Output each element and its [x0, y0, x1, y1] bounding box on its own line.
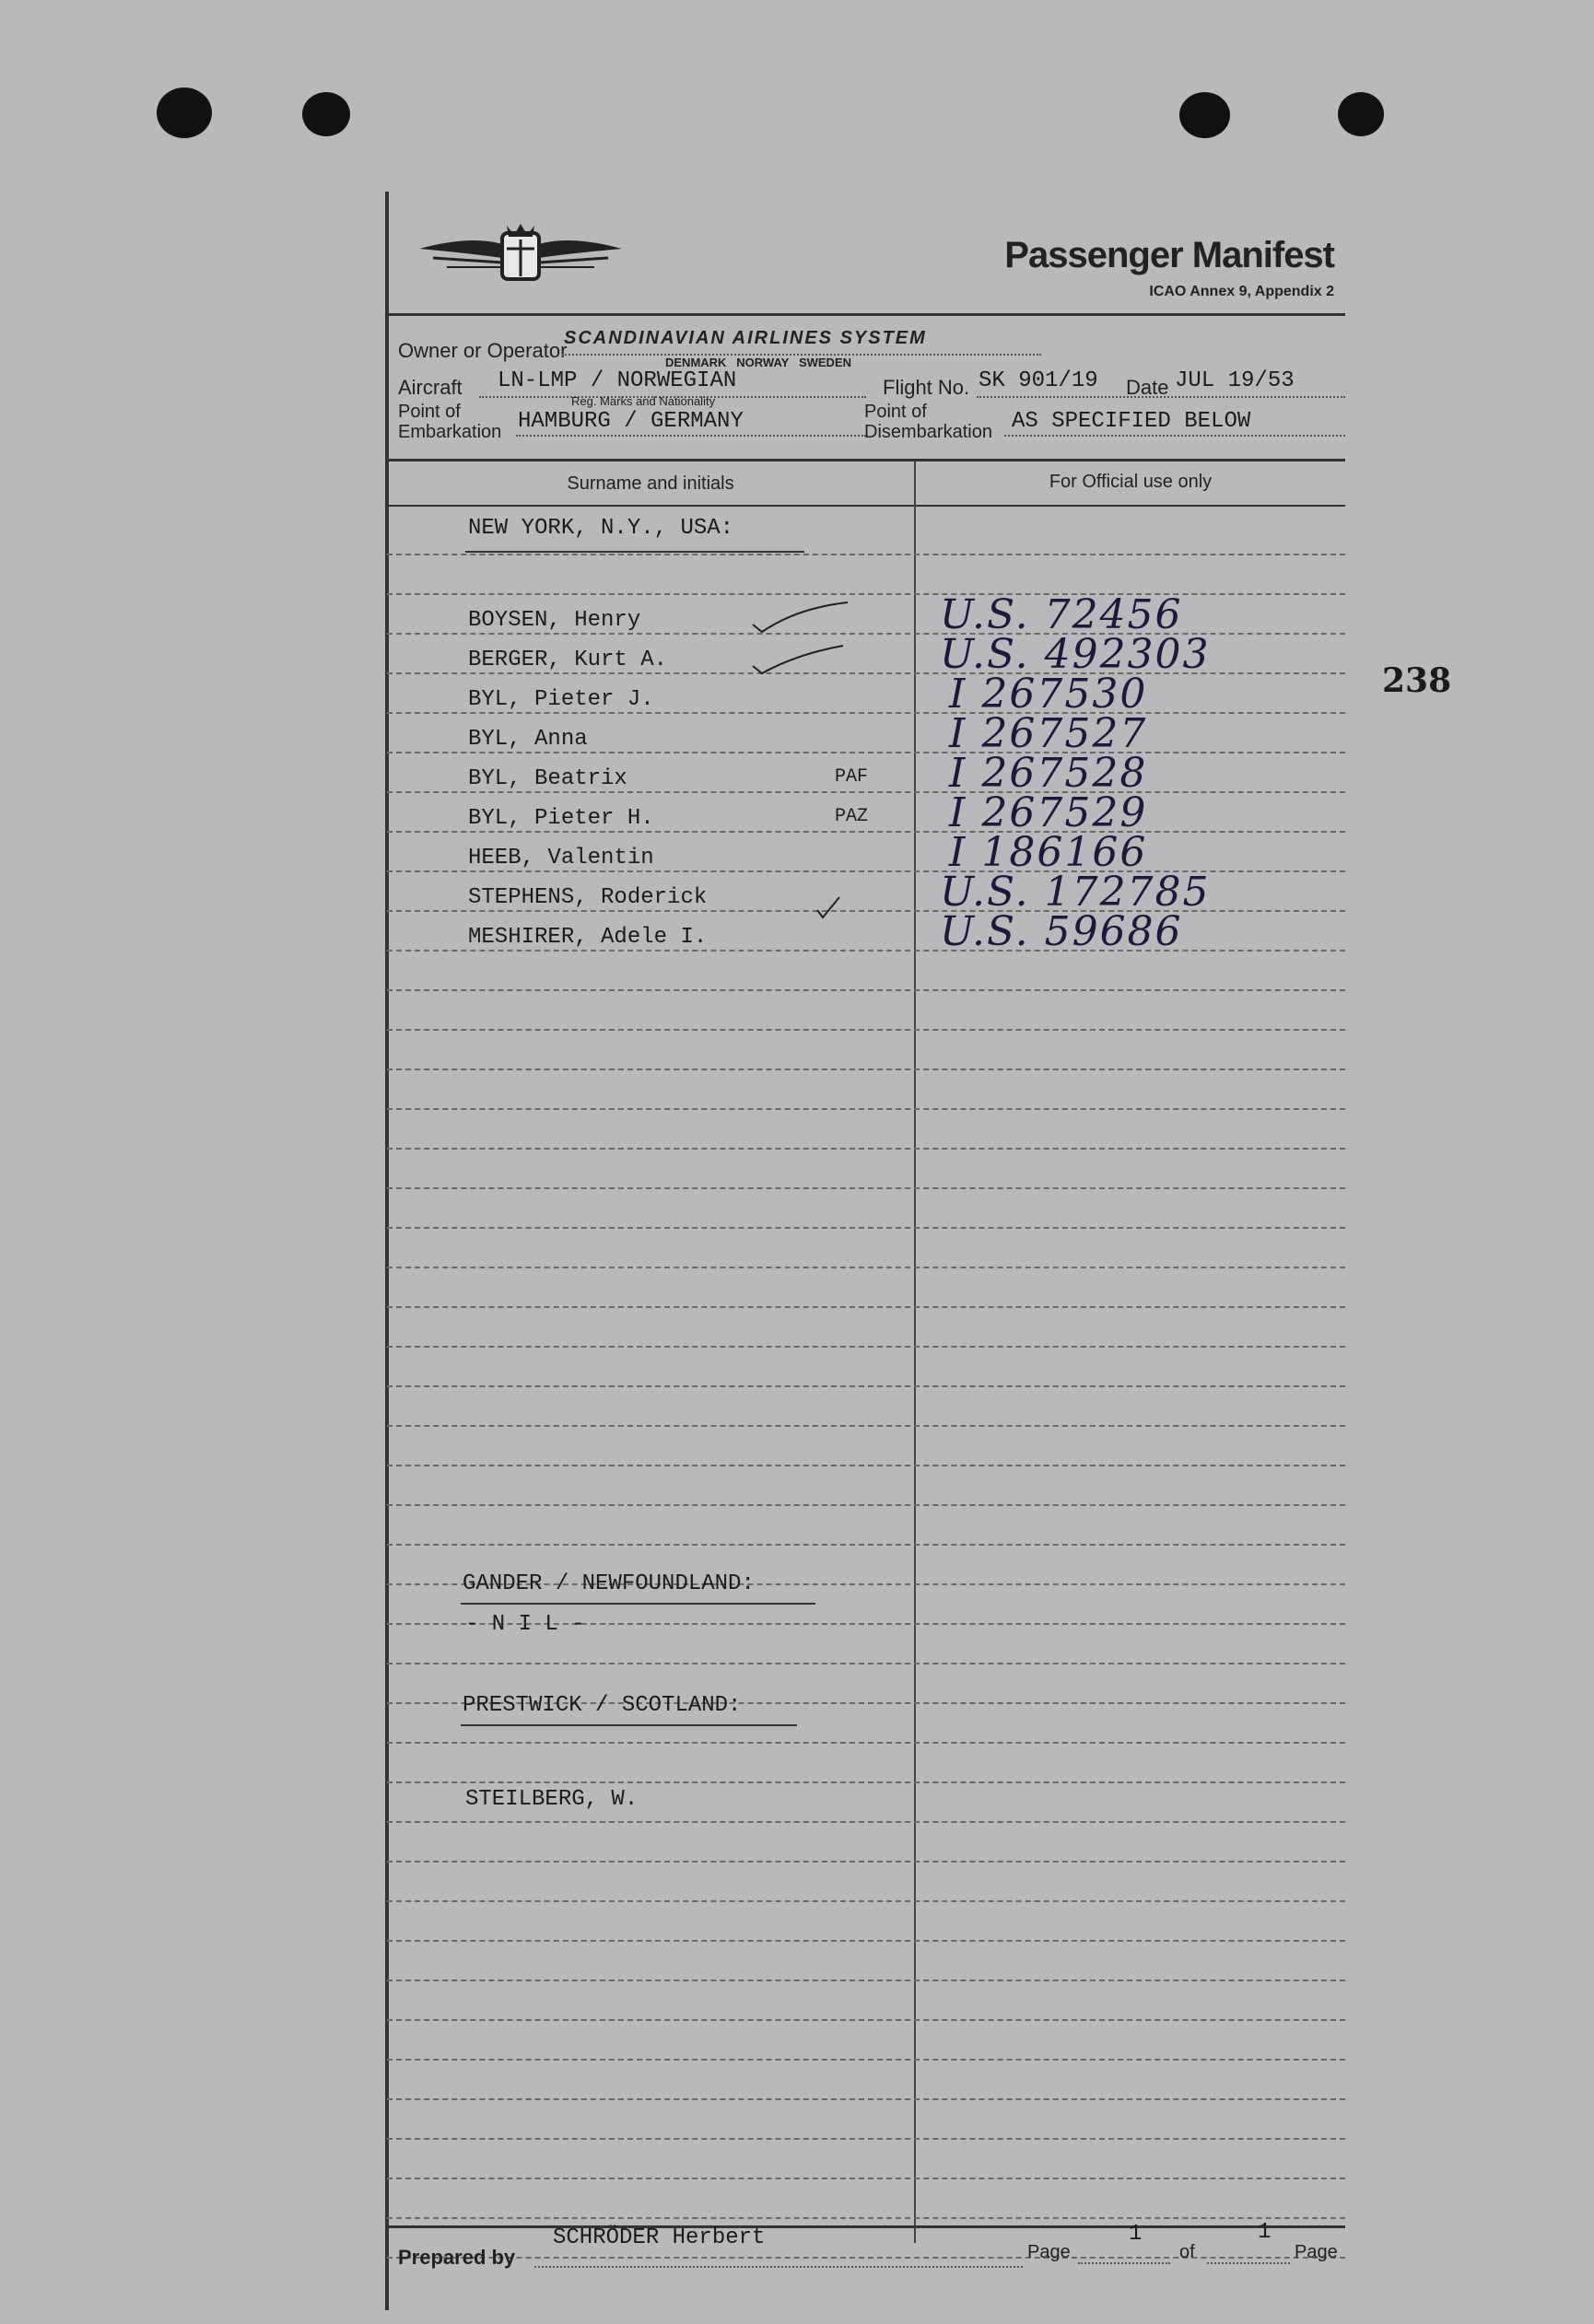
owner-value: SCANDINAVIAN AIRLINES SYSTEM	[564, 328, 927, 348]
airline-logo-icon	[415, 216, 627, 290]
prepared-label: Prepared by	[398, 2246, 516, 2269]
prestwick-passenger: STEILBERG, W.	[465, 1787, 639, 1812]
ruled-line	[387, 1031, 1345, 1070]
passenger-code: PAZ	[835, 806, 869, 827]
ruled-line	[387, 1387, 1345, 1427]
ruled-line	[387, 1823, 1345, 1863]
check-mark-icon	[751, 640, 852, 677]
ruled-line	[387, 2061, 1345, 2100]
passenger-name: STEPHENS, Roderick	[468, 885, 708, 910]
footer-divider	[387, 2225, 1345, 2228]
gander-nil: - N I L -	[465, 1612, 585, 1637]
ruled-line	[387, 1942, 1345, 1981]
disembark-value: AS SPECIFIED BELOW	[1012, 409, 1251, 434]
passenger-official-number: I 267528	[949, 750, 1148, 797]
pages-label: Page	[1295, 2242, 1338, 2262]
section-gander: GANDER / NEWFOUNDLAND:	[463, 1571, 755, 1596]
flight-value: SK 901/19	[979, 368, 1098, 393]
of-value: 1	[1258, 2220, 1272, 2245]
of-label: of	[1179, 2242, 1195, 2262]
passenger-official-number: I 267529	[949, 789, 1148, 836]
prepared-field-line	[534, 2266, 1023, 2268]
date-label: Date	[1126, 376, 1169, 399]
page-field-line	[1078, 2262, 1170, 2264]
owner-countries: DENMARK NORWAY SWEDEN	[665, 356, 852, 369]
aircraft-note: Reg. Marks and Nationality	[571, 394, 716, 408]
passenger-official-number: I 267527	[949, 710, 1148, 757]
ruled-line	[387, 1863, 1345, 1902]
passenger-official-number: U.S. 172785	[940, 869, 1211, 916]
owner-label: Owner or Operator	[398, 339, 568, 362]
date-value: JUL 19/53	[1175, 368, 1295, 393]
ruled-line	[387, 1744, 1345, 1783]
ruled-line	[387, 555, 1345, 595]
header-divider	[387, 313, 1345, 316]
embark-field-line	[516, 435, 866, 437]
passenger-name: HEEB, Valentin	[468, 846, 654, 870]
passenger-official-number: U.S. 492303	[940, 631, 1211, 678]
punch-hole	[302, 92, 350, 136]
of-field-line	[1207, 2262, 1290, 2264]
section-underline	[465, 551, 804, 553]
passenger-official-number: I 186166	[949, 829, 1148, 876]
passenger-official-number: U.S. 72456	[940, 591, 1183, 638]
ruled-line	[387, 1189, 1345, 1229]
ruled-line	[387, 1902, 1345, 1942]
ruled-line	[387, 952, 1345, 991]
ruled-line	[387, 2140, 1345, 2179]
fields-divider	[387, 459, 1345, 461]
section-prestwick: PRESTWICK / SCOTLAND:	[463, 1693, 742, 1718]
ruled-line	[387, 991, 1345, 1031]
ruled-line	[387, 1110, 1345, 1150]
disembark-field-line	[1004, 435, 1345, 437]
passenger-official-number: I 267530	[949, 671, 1148, 718]
page-label: Page	[1027, 2242, 1071, 2262]
flight-field-line	[977, 396, 1345, 398]
ruled-line	[387, 1150, 1345, 1189]
ruled-line	[387, 1308, 1345, 1348]
flight-label: Flight No.	[883, 376, 970, 399]
column-header-divider	[387, 505, 1345, 507]
form-subtitle: ICAO Annex 9, Appendix 2	[1149, 284, 1334, 299]
embark-label-2: Embarkation	[398, 422, 502, 442]
section-underline	[461, 1724, 797, 1726]
punch-hole	[157, 88, 212, 138]
section-new-york: NEW YORK, N.Y., USA:	[468, 516, 734, 541]
passenger-name: BERGER, Kurt A.	[468, 648, 668, 672]
passenger-name: MESHIRER, Adele I.	[468, 925, 708, 950]
column-header-names: Surname and initials	[567, 473, 734, 494]
passenger-code: PAF	[835, 766, 869, 788]
section-underline	[461, 1603, 815, 1605]
ruled-line	[387, 1070, 1345, 1110]
ruled-line	[387, 2179, 1345, 2219]
embark-value: HAMBURG / GERMANY	[518, 409, 744, 434]
ruled-line	[387, 1268, 1345, 1308]
punch-hole	[1338, 92, 1384, 136]
form-title: Passenger Manifest	[1004, 235, 1334, 275]
passenger-name: BYL, Beatrix	[468, 766, 627, 791]
check-mark-icon	[815, 893, 843, 921]
passenger-official-number: U.S. 59686	[940, 908, 1183, 955]
stamp-number: 238	[1382, 661, 1452, 700]
aircraft-label: Aircraft	[398, 376, 463, 399]
ruled-line	[387, 1506, 1345, 1546]
passenger-name: BOYSEN, Henry	[468, 608, 641, 633]
passenger-name: BYL, Anna	[468, 727, 588, 752]
passenger-name: BYL, Pieter H.	[468, 806, 654, 831]
page-value: 1	[1129, 2222, 1143, 2247]
column-header-official: For Official use only	[1049, 472, 1213, 492]
prepared-value: SCHRÖDER Herbert	[553, 2225, 766, 2250]
punch-hole	[1179, 92, 1230, 138]
ruled-line	[387, 1981, 1345, 2021]
embark-label-1: Point of	[398, 402, 461, 422]
passenger-name: BYL, Pieter J.	[468, 687, 654, 712]
ruled-line	[387, 2021, 1345, 2061]
aircraft-value: LN-LMP / NORWEGIAN	[498, 368, 737, 393]
ruled-line	[387, 1348, 1345, 1387]
disembark-label-1: Point of	[864, 402, 927, 422]
ruled-line	[387, 2100, 1345, 2140]
ruled-line	[387, 1427, 1345, 1466]
disembark-label-2: Disembarkation	[864, 422, 992, 442]
ruled-line	[387, 1466, 1345, 1506]
ruled-line	[387, 1229, 1345, 1268]
check-mark-icon	[751, 599, 852, 636]
